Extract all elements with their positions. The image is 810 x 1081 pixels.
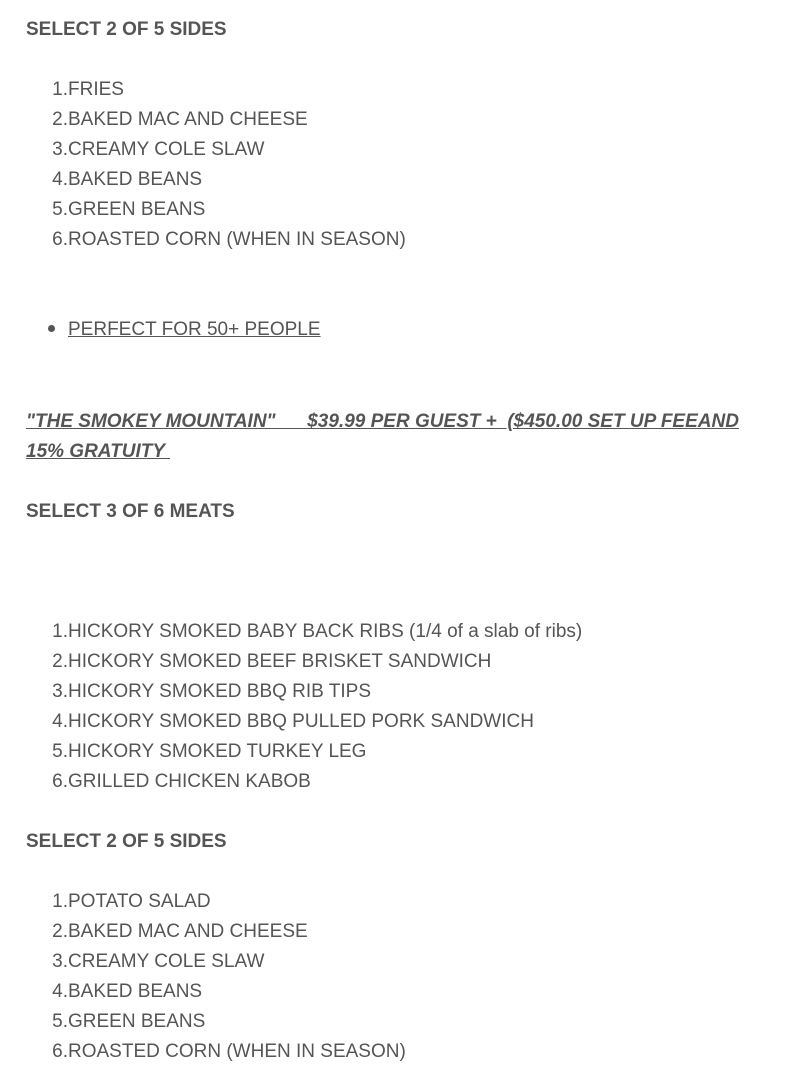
list-item-text: HICKORY SMOKED TURKEY LEG	[68, 741, 367, 762]
list-item-text: ROASTED CORN (WHEN IN SEASON)	[68, 1041, 406, 1062]
list-number: 6.	[52, 771, 68, 792]
package-title	[26, 407, 786, 467]
list-item-text: BAKED MAC AND CHEESE	[68, 109, 308, 130]
list-item	[26, 1037, 406, 1067]
list-number: 6.	[52, 1041, 68, 1062]
list-item-text: CREAMY COLE SLAW	[68, 951, 265, 972]
list-item	[26, 1007, 406, 1037]
list-item-text: BAKED BEANS	[68, 981, 203, 1002]
list-item	[26, 977, 406, 1007]
list-number: 4.	[52, 981, 68, 1002]
list-item	[26, 767, 582, 797]
list-number: 5.	[52, 741, 68, 762]
list-item	[26, 225, 406, 255]
bullet-icon	[48, 325, 55, 332]
list-item	[26, 947, 406, 977]
list-item	[26, 165, 406, 195]
list-item	[26, 887, 406, 917]
list-item-text: BAKED MAC AND CHEESE	[68, 921, 308, 942]
list-number: 2.	[52, 921, 68, 942]
list-item	[26, 737, 582, 767]
list-item	[26, 105, 406, 135]
sides-heading: SELECT 2 OF 5 SIDES	[26, 19, 227, 40]
list-item	[26, 617, 582, 647]
list-item	[26, 75, 406, 105]
list-item-text: HICKORY SMOKED BBQ PULLED PORK SANDWICH	[68, 711, 534, 732]
list-item-text: POTATO SALAD	[68, 891, 211, 912]
list-number: 4.	[52, 711, 68, 732]
package-line-2: 15% GRATUITY	[26, 441, 170, 462]
list-number: 6.	[52, 229, 68, 250]
note-text: PERFECT FOR 50+ PEOPLE	[68, 319, 321, 340]
list-number: 5.	[52, 1011, 68, 1032]
list-item-text: HICKORY SMOKED BABY BACK RIBS (1/4 of a slab of ribs)	[68, 621, 583, 642]
sides-list	[26, 75, 406, 255]
meats-list	[26, 617, 582, 797]
sides-heading-2: SELECT 2 OF 5 SIDES	[26, 831, 227, 852]
list-item	[26, 135, 406, 165]
list-number: 3.	[52, 139, 68, 160]
list-item-text: ROASTED CORN (WHEN IN SEASON)	[68, 229, 406, 250]
list-item	[26, 917, 406, 947]
list-number: 3.	[52, 681, 68, 702]
note-bullet	[26, 315, 321, 345]
list-number: 1.	[52, 621, 68, 642]
meats-heading: SELECT 3 OF 6 MEATS	[26, 501, 235, 522]
list-number: 1.	[52, 79, 68, 100]
list-number: 3.	[52, 951, 68, 972]
list-item	[26, 647, 582, 677]
list-item-text: CREAMY COLE SLAW	[68, 139, 265, 160]
list-item	[26, 707, 582, 737]
list-item-text: HICKORY SMOKED BEEF BRISKET SANDWICH	[68, 651, 492, 672]
list-number: 4.	[52, 169, 68, 190]
list-item-text: GREEN BEANS	[68, 199, 206, 220]
list-number: 2.	[52, 109, 68, 130]
list-number: 2.	[52, 651, 68, 672]
list-item-text: FRIES	[68, 79, 124, 100]
list-item-text: HICKORY SMOKED BBQ RIB TIPS	[68, 681, 372, 702]
list-number: 1.	[52, 891, 68, 912]
list-number: 5.	[52, 199, 68, 220]
package-line-1: "THE SMOKEY MOUNTAIN" $39.99 PER GUEST + ($450.00 SET UP FEEAND	[26, 411, 739, 432]
list-item	[26, 677, 582, 707]
list-item-text: GREEN BEANS	[68, 1011, 206, 1032]
list-item-text: BAKED BEANS	[68, 169, 203, 190]
sides-list-2	[26, 887, 406, 1067]
list-item	[26, 195, 406, 225]
list-item-text: GRILLED CHICKEN KABOB	[68, 771, 311, 792]
